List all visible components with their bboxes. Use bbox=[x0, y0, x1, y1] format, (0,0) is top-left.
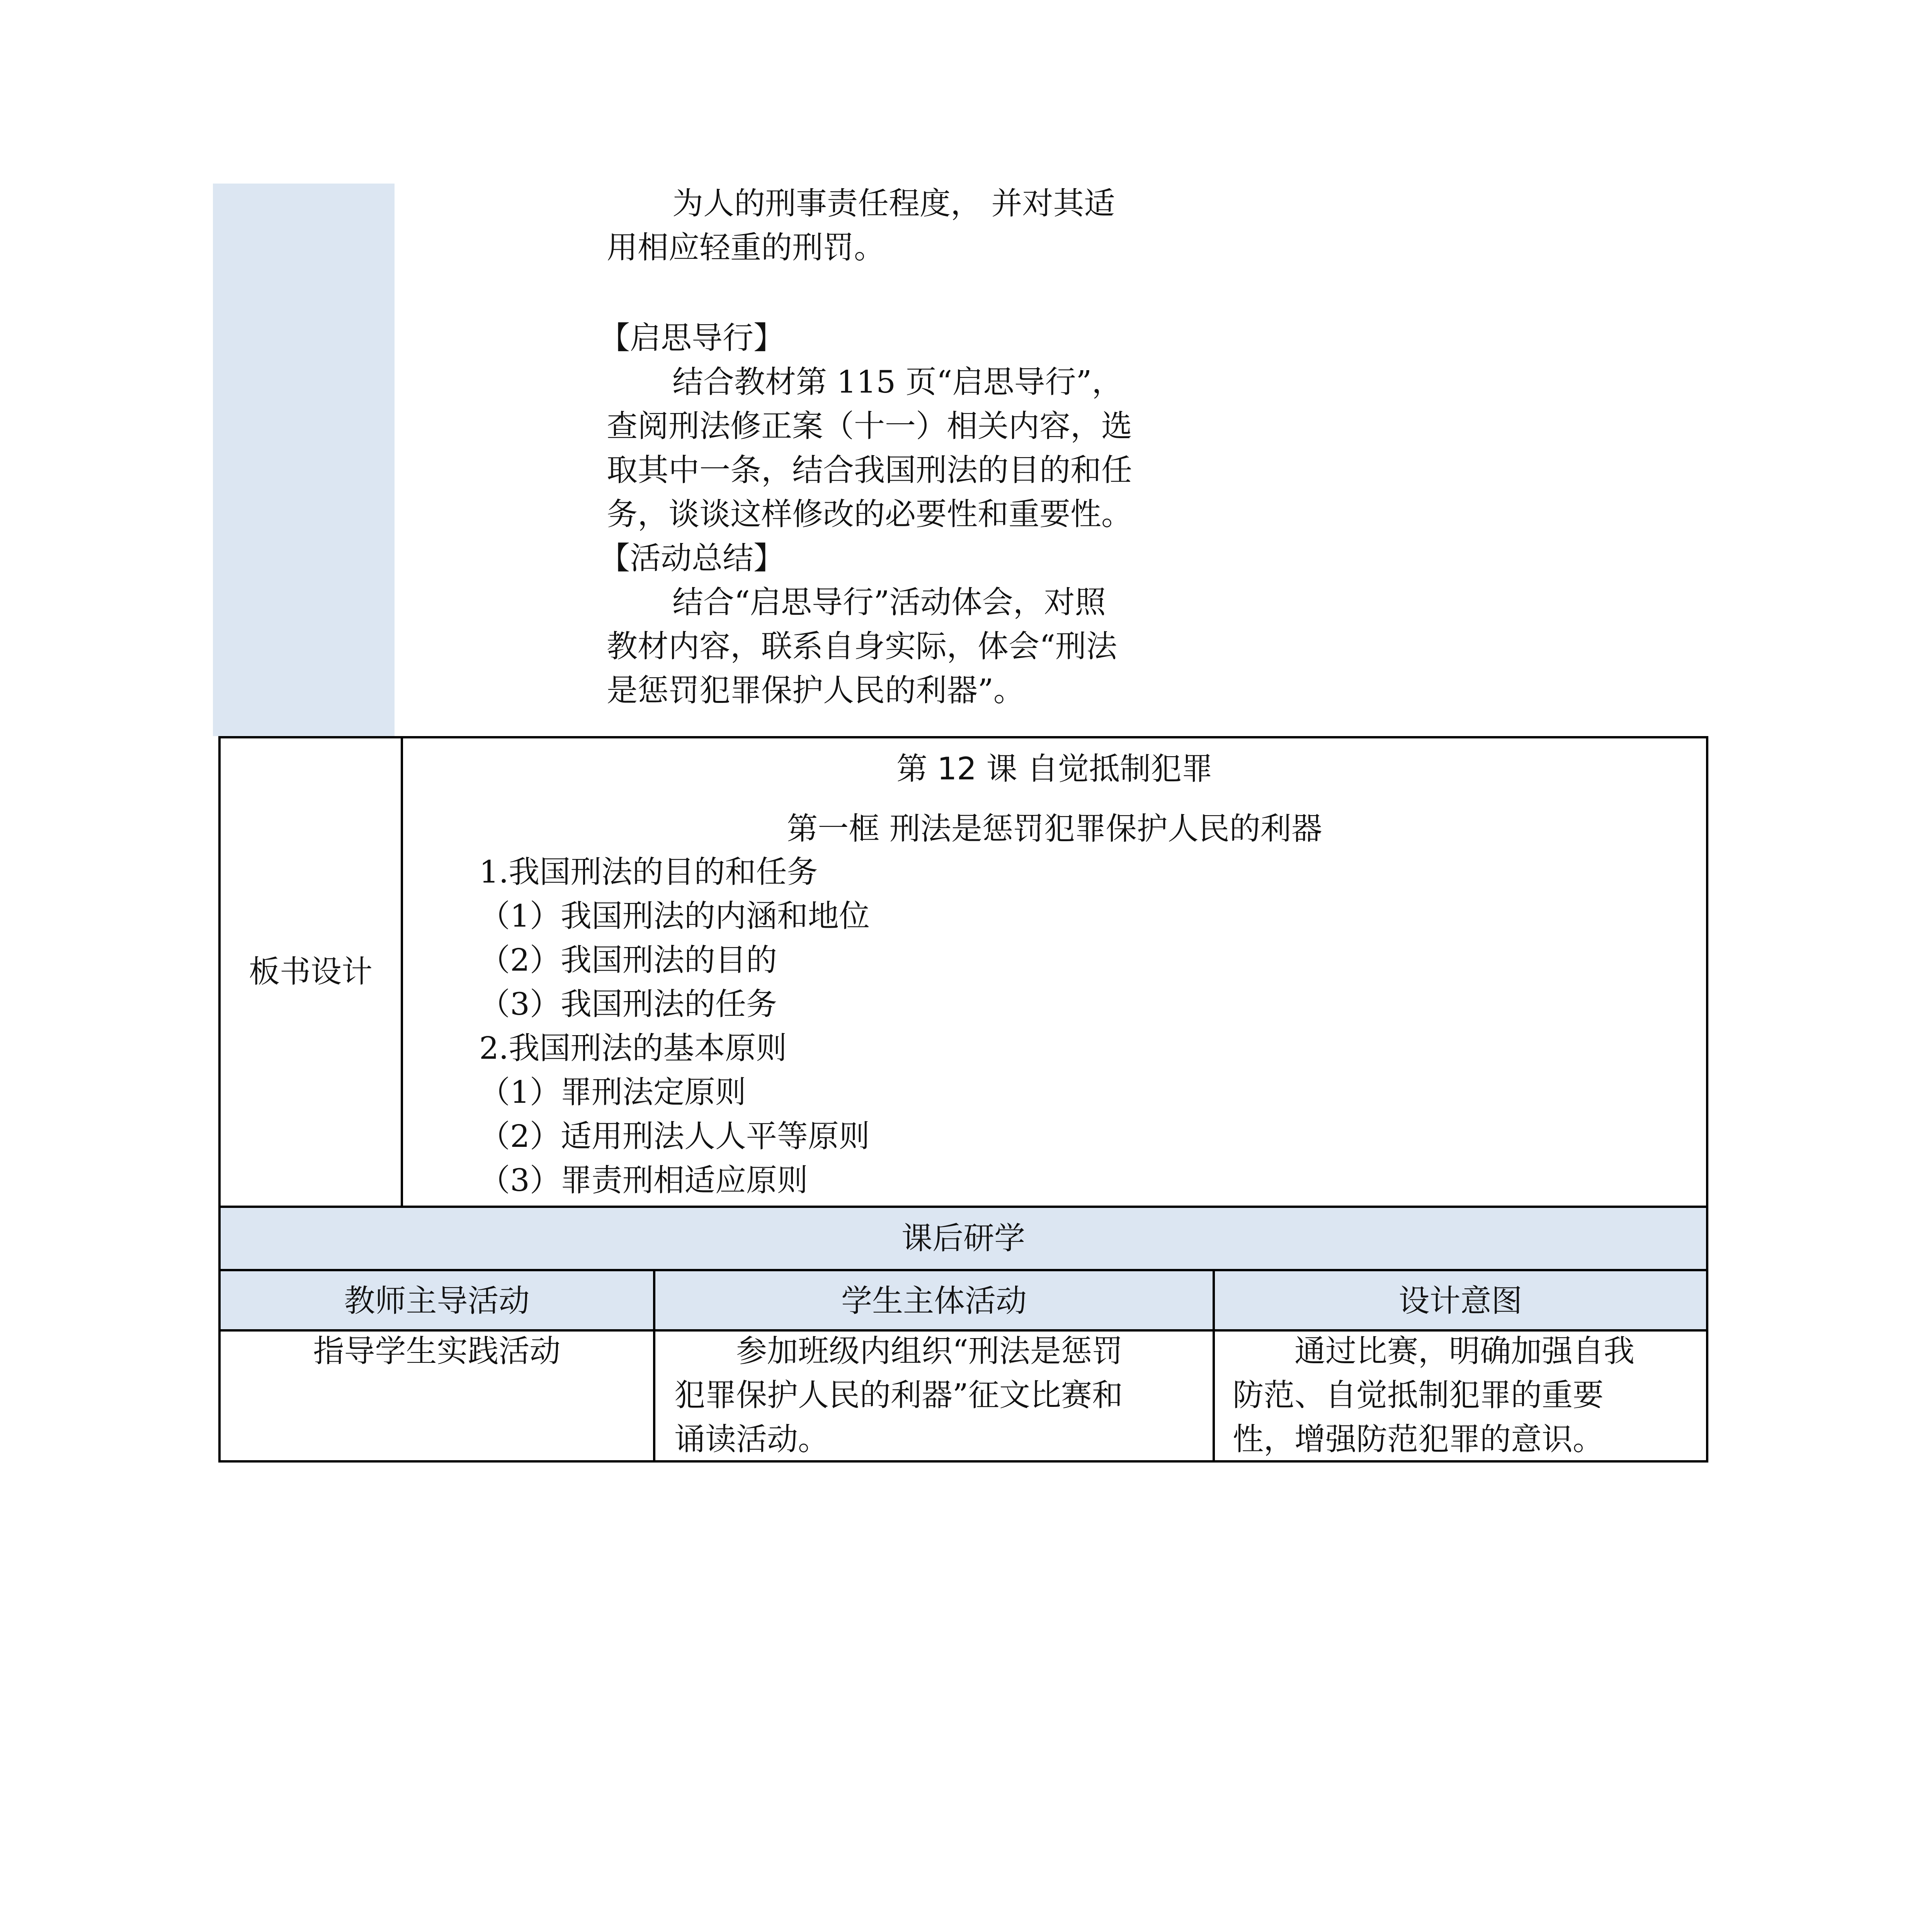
activity-continuation bbox=[599, 182, 1209, 713]
column-header: 教师主导活动 bbox=[344, 1283, 530, 1319]
text-line: 结合教材第 115 页“启思导行”， bbox=[672, 364, 1123, 400]
outline-item: （3）我国刑法的任务 bbox=[479, 986, 777, 1022]
text-line: 性，增强防范犯罪的意识。 bbox=[1233, 1421, 1604, 1457]
outline-item: （3）罪责刑相适应原则 bbox=[479, 1162, 808, 1198]
text-line: 诵读活动。 bbox=[674, 1421, 829, 1457]
text-line: 教材内容，联系自身实际，体会“刑法 bbox=[607, 628, 1117, 664]
section-title: 课后研学 bbox=[902, 1220, 1025, 1256]
text-line: 取其中一条，结合我国刑法的目的和任 bbox=[607, 452, 1132, 488]
outline-item: 1.我国刑法的目的和任务 bbox=[479, 854, 818, 890]
text-line: 防范、自觉抵制犯罪的重要 bbox=[1233, 1377, 1604, 1413]
outline-item: （1）罪刑法定原则 bbox=[479, 1074, 746, 1110]
text-line: 犯罪保护人民的利器”征文比赛和 bbox=[674, 1377, 1123, 1413]
board-outline bbox=[479, 850, 870, 1202]
design-intent bbox=[1233, 1329, 1635, 1461]
text-line: 参加班级内组织“刑法是惩罚 bbox=[736, 1333, 1123, 1369]
text-line: 务，谈谈这样修改的必要性和重要性。 bbox=[607, 496, 1132, 532]
text-line: 通过比赛，明确加强自我 bbox=[1294, 1333, 1635, 1369]
text-line: 查阅刑法修正案（十一）相关内容，选 bbox=[607, 408, 1132, 444]
section-heading-qisi: 【启思导行】 bbox=[599, 320, 784, 356]
text-line: 是惩罚犯罪保护人民的利器”。 bbox=[607, 672, 1024, 708]
outline-item: （2）适用刑法人人平等原则 bbox=[479, 1118, 870, 1154]
board-label: 板书设计 bbox=[249, 954, 373, 990]
table-border bbox=[218, 736, 1708, 738]
outline-item: （2）我国刑法的目的 bbox=[479, 942, 777, 978]
table-border bbox=[1706, 736, 1708, 1463]
teacher-activity: 指导学生实践活动 bbox=[313, 1333, 561, 1369]
lesson-title: 第 12 课 自觉抵制犯罪 bbox=[896, 751, 1213, 787]
section-heading-summary: 【活动总结】 bbox=[599, 540, 784, 576]
text-line: 为人的刑事责任程度， 并对其适 bbox=[672, 185, 1115, 221]
outline-item: 2.我国刑法的基本原则 bbox=[479, 1030, 787, 1066]
left-shaded-column bbox=[213, 184, 395, 736]
text-line: 结合“启思导行”活动体会，对照 bbox=[672, 584, 1106, 620]
text-line: 用相应轻重的刑罚。 bbox=[607, 230, 885, 265]
column-header: 设计意图 bbox=[1398, 1283, 1522, 1319]
frame-title: 第一框 刑法是惩罚犯罪保护人民的利器 bbox=[787, 811, 1322, 847]
outline-item: （1）我国刑法的内涵和地位 bbox=[479, 898, 870, 934]
student-activity bbox=[674, 1329, 1123, 1461]
column-header: 学生主体活动 bbox=[841, 1283, 1027, 1319]
